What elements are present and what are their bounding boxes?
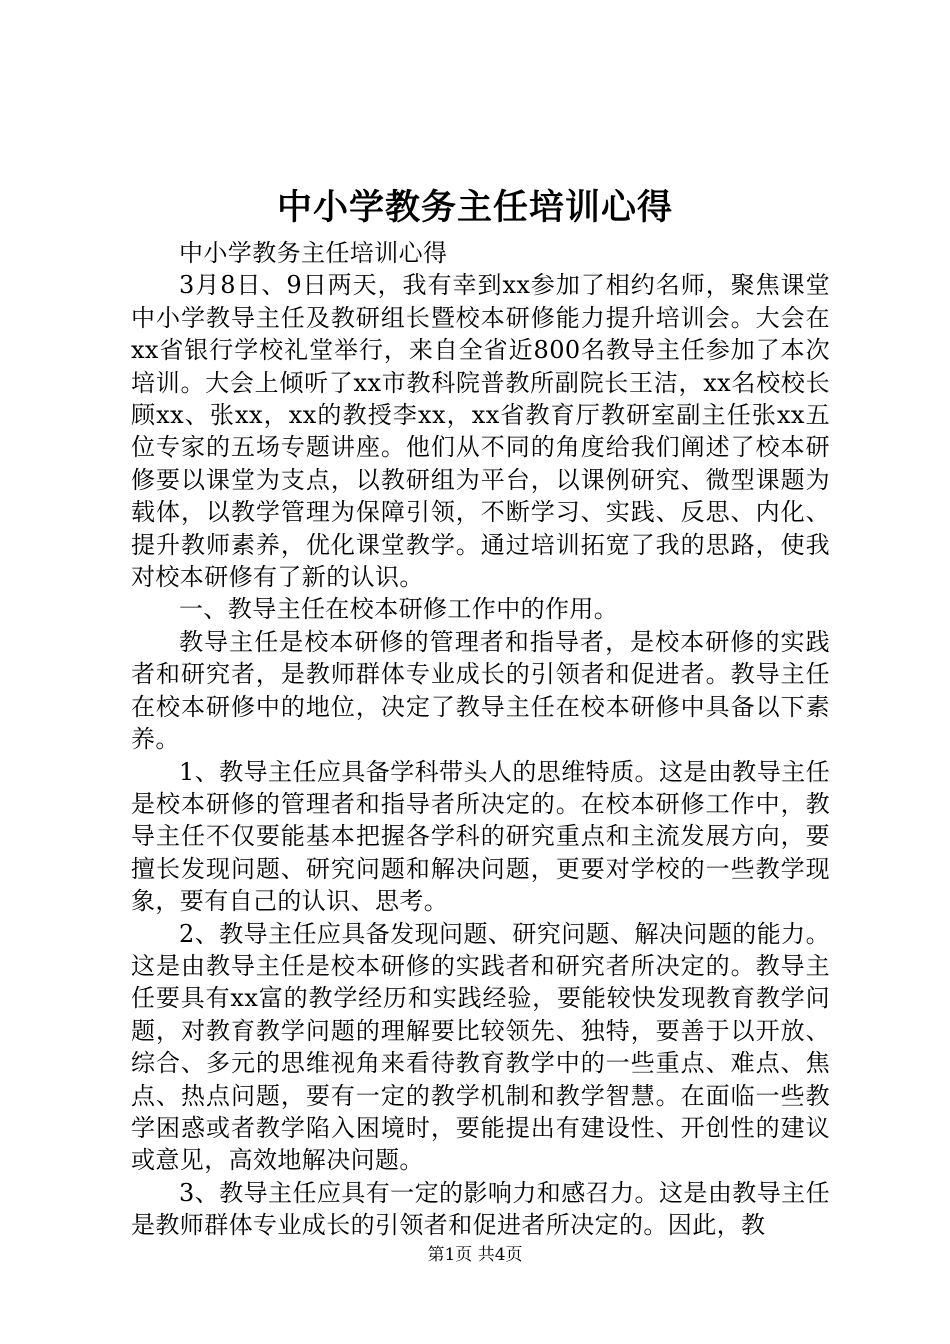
paragraph: 中小学教务主任培训心得 [179,239,448,267]
page-footer [0,1243,950,1267]
document-body [131,237,830,1242]
paragraph: 3、教导主任应具有一定的影响力和感召力。这是由教导主任是教师群体专业成长的引领者和促进者所决定的。因此，教 [131,1178,830,1240]
page-number: 第1页 [427,1245,473,1265]
page-total: 共4页 [477,1245,523,1265]
paragraph: 3月8日、9日两天，我有幸到xx参加了相约名师，聚焦课堂中小学教导主任及教研组长暨校本研修能力提升培训会。大会在xx省银行学校礼堂举行，来自全省近800名教导主任参加了本次培训。大会上倾听了xx市教科院普教所副院长王洁，xx名校校长顾xx、张xx，xx的教授李xx，xx省教育厅教研室副主任张xx五位专家的五场专题讲座。他们从不同的角度给我们阐述了校本研修要以课堂为支点，以教研组为平台，以课例研究、微型课题为载体，以教学管理为保障引领，不断学习、实践、反思、内化、提升教师素养，优化课堂教学。通过培训拓宽了我的思路，使我对校本研修有了新的认识。 [131,271,830,592]
paragraph: 2、教导主任应具备发现问题、研究问题、解决问题的能力。这是由教导主任是校本研修的实践者和研究者所决定的。教导主任要具有xx富的教学经历和实践经验，要能较快发现教育教学问题，对教育教学问题的理解要比较领先、独特，要善于以开放、综合、多元的思维视角来看待教育教学中的一些重点、难点、焦点、热点问题，要有一定的教学机制和教学智慧。在面临一些教学困惑或者教学陷入困境时，要能提出有建设性、开创性的建议或意见，高效地解决问题。 [131,919,830,1175]
document-title: 中小学教务主任培训心得 [276,187,673,228]
paragraph: 教导主任是校本研修的管理者和指导者，是校本研修的实践者和研究者，是教师群体专业成长的引领者和促进者。教导主任在校本研修中的地位，决定了教导主任在校本研修中具备以下素养。 [131,627,830,754]
paragraph: 一、教导主任在校本研修工作中的作用。 [179,595,619,624]
paragraph: 1、教导主任应具备学科带头人的思维特质。这是由教导主任是校本研修的管理者和指导者所决定的。在校本研修工作中，教导主任不仅要能基本把握各学科的研究重点和主流发展方向，要擅长发现问题、研究问题和解决问题，更要对学校的一些教学现象，要有自己的认识、思考。 [131,757,830,916]
